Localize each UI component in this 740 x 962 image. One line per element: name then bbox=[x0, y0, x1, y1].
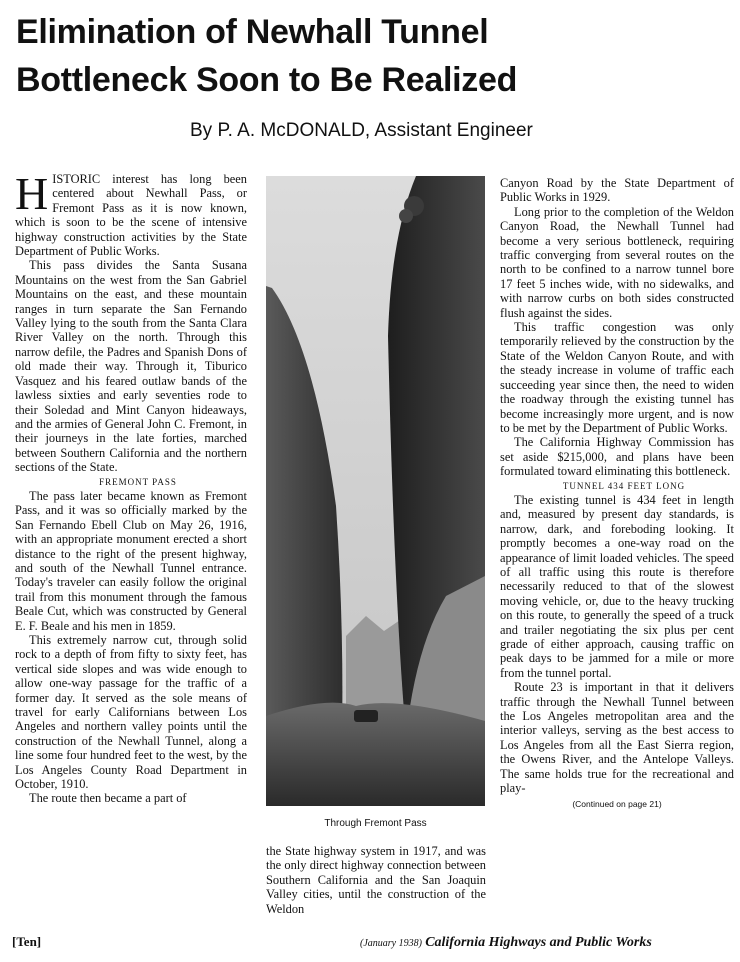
article-title bbox=[16, 8, 726, 104]
continued-note: (Continued on page 21) bbox=[572, 799, 662, 810]
paragraph: The California Highway Commission has set aside $215,000, and plans have been formulated toward eliminating this bottleneck. bbox=[500, 435, 734, 479]
title-line-1: Elimination of Newhall Tunnel bbox=[16, 13, 489, 51]
page-number: [Ten] bbox=[12, 934, 42, 949]
paragraph: the State highway system in 1917, and was the only direct highway connection between Southern California and the San Joaquin Valley cities, until the construction of the Weldon bbox=[266, 844, 486, 916]
photo-caption: Through Fremont Pass bbox=[324, 818, 427, 829]
issue-date: (January 1938) bbox=[360, 938, 422, 949]
paragraph: This extremely narrow cut, through solid rock to a depth of from fifty to sixty feet, has vertical side slopes and was wide enough to allow one-way passage for the traffic of a former day. It served as the sole means of travel for early Californians between Los Angeles and northern valley points until the construction of the Newhall Tunnel, along a line some four hundred feet to the west, by the Los Angeles County Road Department in October, 1910. bbox=[15, 633, 247, 792]
paragraph: The existing tunnel is 434 feet in length and, measured by present day standards, is narrow, dark, and foreboding looking. It promptly becomes a one-way road on the appearance of limit loaded vehicles. The speed of all traffic using this route is therefore necessarily reduced to that of the slowest moving vehicle, or, due to the heavy trucking on this route, to generally the speed of a truck and trailer negotiating the six plus per cent grade of either approach, causing traffic on peak days to be jammed for a mile or more from the tunnel portal. bbox=[500, 492, 734, 680]
title-line-2: Bottleneck Soon to Be Realized bbox=[16, 61, 518, 99]
canyon-illustration bbox=[266, 176, 485, 806]
byline: By P. A. McDONALD, Assistant Engineer bbox=[190, 120, 533, 141]
column-2 bbox=[266, 844, 486, 916]
paragraph: The pass later became known as Fremont Pass, and it was so officially marked by the San Fernando Ebell Club on May 26, 1916, with an appropriate monument erected a short distance to the right of the present highway, and south of the Newhall Tunnel entrance. Today's traveler can easily follow the original trail from this monument through the famous Beale Cut, which was constructed by General E. F. Beale and his men in 1859. bbox=[15, 488, 247, 633]
fremont-pass-photo bbox=[266, 176, 485, 806]
magazine-name: California Highways and Public Works bbox=[425, 935, 652, 950]
paragraph: This pass divides the Santa Susana Mountains on the west from the San Gabriel Mountains on the east, and these mountain ranges in turn separate the San Fernando Valley lying to the south from the Santa Clara River Valley on the north. Through this narrow defile, the Padres and Spanish Dons of old made their way. Through it, Tiburico Vasquez and his feared outlaw bands of the lawless sixties and early seventies rode to their Soledad and Mint Canyon hideaways, and the armies of General John C. Fremont, in their journeys in the late forties, marched between Southern California and the northern sections of the State. bbox=[15, 258, 247, 475]
subheading-fremont-pass: FREMONT PASS bbox=[99, 476, 177, 487]
subheading-tunnel: TUNNEL 434 FEET LONG bbox=[562, 480, 686, 491]
column-1 bbox=[15, 168, 247, 806]
paragraph: Long prior to the completion of the Weldon Canyon Road, the Newhall Tunnel had become a very serious bottleneck, requiring traffic converging from several routes on the north to be confined to a narrow tunnel bore 17 feet 5 inches wide, with no sidewalks, and with narrow curbs on both sides constructed flush against the sides. bbox=[500, 204, 734, 320]
drop-cap: H bbox=[15, 168, 49, 219]
paragraph: The route then became a part of bbox=[29, 791, 187, 806]
paragraph: Route 23 is important in that it delivers traffic through the Newhall Tunnel between the Los Angeles metropolitan area and the interior valleys, serving as the best access to Los Angeles from all the East Sierra region, the Owens River, and the Antelope Valleys. The same holds true for the recreational and play- bbox=[500, 680, 734, 796]
paragraph: HISTORIC interest has long been centered about Newhall Pass, or Fremont Pass as it is now known, which is soon to be the scene of intensive highway construction activities by the State Department of Public Works. bbox=[15, 168, 247, 259]
footer-publication bbox=[360, 934, 652, 951]
paragraph: This traffic congestion was only temporarily relieved by the construction by the State of the Weldon Canyon Route, and with the steady increase in volume of traffic each succeeding year since then, the need to widen the roadway through the existing tunnel has become increasingly more urgent, and is now to be met by the Department of Public Works. bbox=[500, 320, 734, 435]
column-3 bbox=[500, 176, 734, 812]
paragraph: Canyon Road by the State Department of Public Works in 1929. bbox=[500, 176, 734, 205]
